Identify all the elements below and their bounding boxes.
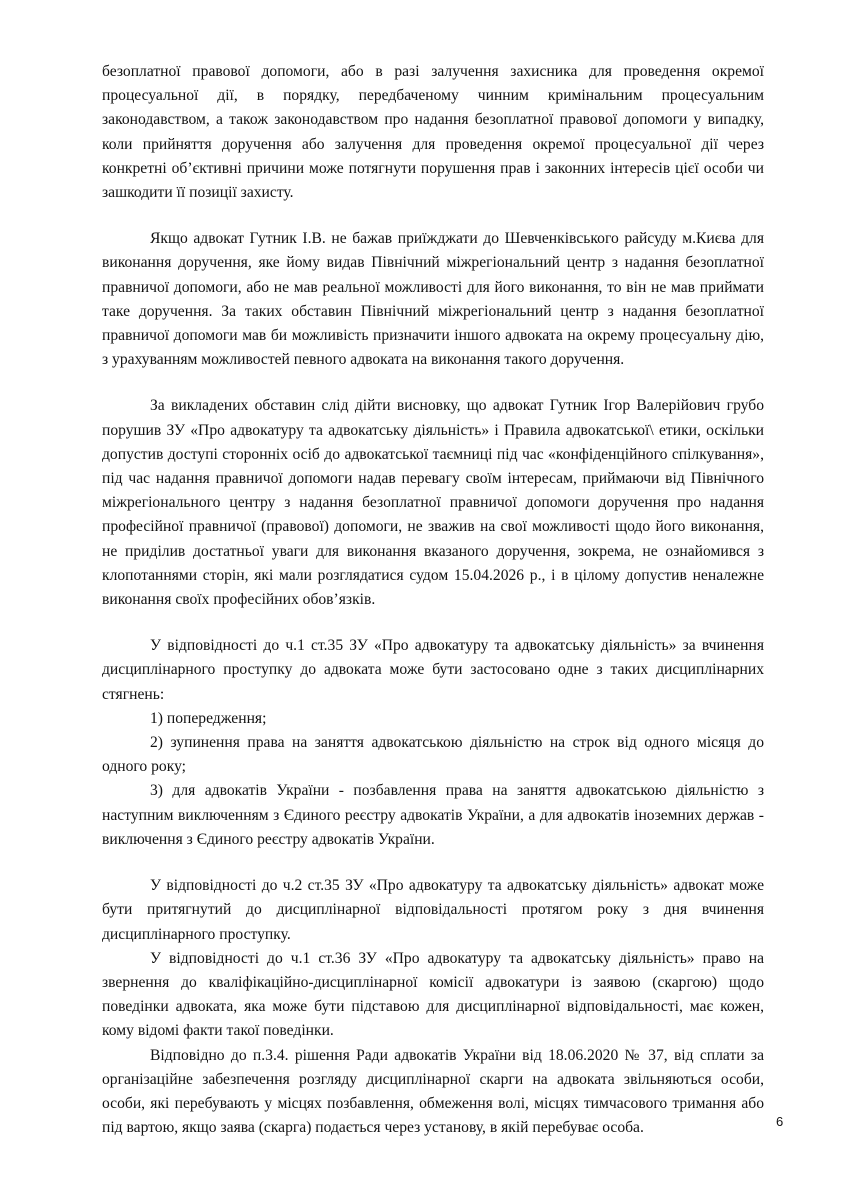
paragraph-article-35-part-2: У відповідності до ч.2 ст.35 ЗУ «Про адвокатуру та адвокатську діяльність» адвокат може бути притягнутий до дисциплінарної відповідальності протягом року з дня вчинення дисциплінарного проступку.: [102, 877, 764, 943]
paragraph-conclusion: За викладених обставин слід дійти висновку, що адвокат Гутник Ігор Валерійович грубо порушив ЗУ «Про адвокатуру та адвокатську діяльність» і Правила адвокатської\ етики, оскільки допустив доступі сторонніх осіб до адвокатської таємниці під час «конфіденційного спілкування», під час надання правничої допомоги надав перевагу своїм інтересам, приймаючи від Північного міжрегіонального центру з надання безоплатної правничої допомоги доручення про надання професійної правничої (правової) допомоги, не зважив на свої можливості щодо його виконання, не приділив достатньої уваги для виконання вказаного доручення, зокрема, не ознайомився з клопотаннями сторін, які мали розглядатися судом 15.04.2026 р., і в цілому допустив неналежне виконання своїх професійних обов’язків.: [102, 397, 764, 609]
paragraph-article-35-part-1: У відповідності до ч.1 ст.35 ЗУ «Про адвокатуру та адвокатську діяльність» за вчинення дисциплінарного проступку до адвоката може бути застосовано одне з таких дисциплінарних стягнень:: [102, 637, 764, 703]
page-number: 6: [776, 1114, 784, 1129]
paragraph-council-decision: Відповідно до п.3.4. рішення Ради адвокатів України від 18.06.2020 № 37, від сплати за організаційне забезпечення розгляду дисциплінарної скарги на адвоката звільняються особи, особи, які перебувають у місцях позбавлення, обмеження волі, місцях тимчасового тримання або під вартою, якщо заява (скарга) подається через установу, в якій перебуває особа.: [102, 1046, 764, 1137]
list-item-disbarment: 3) для адвокатів України - позбавлення права на заняття адвокатською діяльністю з наступним виключенням з Єдиного реєстру адвокатів України, а для адвокатів іноземних держав - виключення з Єдиного реєстру адвокатів України.: [102, 782, 764, 848]
paragraph-article-36: У відповідності до ч.1 ст.36 ЗУ «Про адвокатуру та адвокатську діяльність» право на звернення до кваліфікаційно-дисциплінарної комісії адвокатури із заявою (скаргою) щодо поведінки адвоката, яка може бути підставою для дисциплінарної відповідальності, має кожен, кому відомі факти такої поведінки.: [102, 949, 764, 1040]
list-item-warning: 1) попередження;: [150, 709, 267, 727]
paragraph-continuation: безоплатної правової допомоги, або в разі залучення захисника для проведення окремої процесуальної дії, в порядку, передбаченому чинним кримінальним процесуальним законодавством, а також законодавством про надання безоплатної правової допомоги у випадку, коли прийняття доручення або залучення для проведення окремої процесуальної дії через конкретні об’єктивні причини може потягнути порушення прав і законних інтересів цієї особи чи зашкодити її позиції захисту.: [102, 63, 764, 202]
page-body: [102, 60, 764, 1140]
paragraph-gutnyk-refusal: Якщо адвокат Гутник І.В. не бажав приїжджати до Шевченківського райсуду м.Києва для виконання доручення, яке йому видав Північний міжрегіональний центр з надання безоплатної правничої допомоги, або не мав реальної можливості для його виконання, то він не мав приймати таке доручення. За таких обставин Північний міжрегіональний центр з надання безоплатної правничої допомоги мав би можливість призначити іншого адвоката на окрему процесуальну дію, з урахуванням можливостей певного адвоката на виконання такого доручення.: [102, 230, 764, 369]
list-item-suspension: 2) зупинення права на заняття адвокатською діяльністю на строк від одного місяця до одного року;: [102, 734, 764, 776]
